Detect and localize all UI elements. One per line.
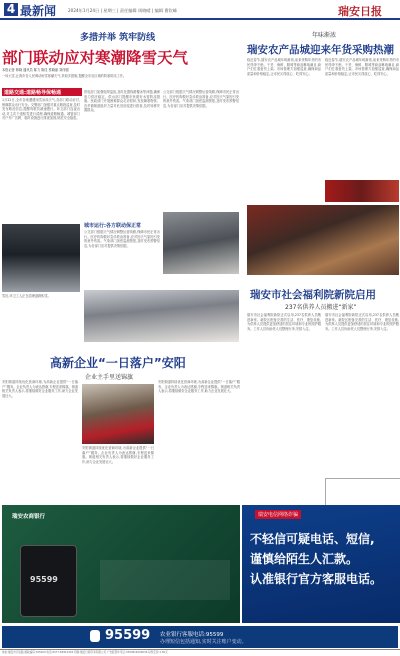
anti-fraud-tag: 瑞安电信网络诈骗: [255, 510, 301, 519]
phone-icon: [90, 630, 100, 642]
article-col-2b: 公交部门根据天气情况调整运营线路,保障市民正常出行。医疗机构做好急诊救治准备,应对因天气原因引发的意外伤害。气象部门加密监测预报,及时发布预警信息,为各部门应对提供决策依据。: [84, 230, 160, 248]
subhead-city: 城市运行:各方联动保正常: [84, 223, 142, 229]
bank-card-number: 95599: [30, 575, 58, 584]
article-col-3: 公交部门根据天气情况调整运营线路,保障市民正常出行。医疗机构做好急诊救治准备,应对因天气原因引发的意外伤害。气象部门加密监测预报,及时发布预警信息,为各部门应对提供决策依据。: [163, 90, 239, 108]
welfare-headline: 瑞安市社会福利院新院启用: [250, 289, 376, 301]
bank-hotline-box: [100, 560, 230, 600]
newspaper-logo: 瑞安日报: [338, 5, 382, 18]
section-title: 最新闻: [20, 4, 57, 18]
article-col-2: 供电部门加强电网巡视,及时处置线路覆冰等问题,确保电力供应稳定。供水部门提醒市民做好水管防冻措施。民政部门开展困难群众走访慰问,发放御寒物资。各乡镇街道组织力量对危旧房屋进行排查,及时转移安置群众。: [84, 90, 160, 113]
photo-caption: 雪后,环卫工人正在清理道路积雪。: [2, 294, 51, 298]
welfare-subhead: 237名供养人员搬进“新家”: [285, 304, 357, 311]
header-divider: [0, 18, 400, 20]
right-kicker: 年味渐浓: [312, 32, 337, 39]
bottom-article-a: 安阳街道持续优化营商环境,为高新企业提供“一日落户”服务。企业负责人为表达感谢,专程送来锦旗。街道相关负责人表示,将继续做好企业服务工作,助力企业发展壮大。: [2, 380, 78, 398]
snow-cleanup-photo: [163, 212, 239, 274]
contact-box: [325, 478, 400, 508]
main-headline: 部门联动应对寒潮降雪天气: [2, 49, 189, 67]
bottom-article-c: 安阳街道持续优化营商环境,为高新企业提供“一日落户”服务。企业负责人为表达感谢,专程送来锦旗。街道相关负责人表示,将继续做好企业服务工作,助力企业发展壮大。: [158, 380, 240, 394]
article-col-1: 1月22日,全市各地遭遇雨雪冰冻天气,各部门联动应对,保障群众出行安全。交警部门加强对重点路段巡查,及时发布路况信息,提醒驾驶员减速慢行。环卫部门连夜出动,对主次干道积雪进行清理,确保道路畅通。城管部门对户外广告牌、临时设施进行排查加固,防范安全隐患。: [2, 98, 80, 121]
right-article-a: 临近春节,瑞安农产品城年味渐浓,前来采购年货的市民络绎不绝。干货、海鲜、腊味等商品琳琅满目,商户们忙着备货上架。市场管理方加强巡查,确保商品质量和价格稳定,让市民买得放心、吃得安心。: [247, 58, 321, 76]
hotline-text: 农业银行客服电话:95599: [160, 632, 224, 638]
bank-logo: 瑞安农商银行: [12, 514, 46, 520]
anti-fraud-line-2: 谨慎给陌生人汇款。: [250, 552, 359, 566]
right-article-b: 临近春节,瑞安农产品城年味渐浓,前来采购年货的市民络绎不绝。干货、海鲜、腊味等商品琳琅满目,商户们忙着备货上架。市场管理方加强巡查,确保商品质量和价格稳定,让市民买得放心、吃得安心。: [325, 58, 399, 76]
issue-meta: 2024年1月24日 | 星期三 | 责任编辑 周晓晴 | 编辑 曹钦峰: [68, 8, 177, 13]
bottom-article-b: 安阳街道持续优化营商环境,为高新企业提供“一日落户”服务。企业负责人为表达感谢,专程送来锦旗。街道相关负责人表示,将继续做好企业服务工作,助力企业发展壮大。: [82, 446, 154, 464]
page-number: 4: [4, 3, 18, 16]
snow-street-photo: [84, 290, 239, 342]
main-lead: 一场大雪,让我市各人民调动雨雪寒潮天气,采取多措施,提醒全市各区域的防寒防冻工作。: [2, 74, 127, 78]
banner-presentation-photo: [82, 384, 154, 444]
market-photo-main: [247, 205, 399, 275]
main-byline: 本报记者 林晓 通讯员 陈力 陈佳 蔡晓丽 刘伟强: [2, 68, 69, 72]
right-top-headline: 瑞安农产品城迎来年货采购热潮: [247, 44, 394, 56]
bottom-headline: 高新企业“一日落户”安阳: [50, 356, 186, 370]
snow-road-photo: [2, 224, 80, 292]
bottom-subhead: 企业主手里送锦旗: [85, 374, 134, 381]
footer-text: 地址:瑞安市万松路 邮政编码:325200 电话:0577-65812345 印刷:瑞安日报印务有限公司 广告经营许可证:3303814000036 每份定价:1.50元: [2, 651, 168, 654]
market-photo-top: [325, 180, 399, 202]
hotline-subtext: 办理短信包括通知,实时关注账户变动。: [160, 639, 247, 645]
main-kicker: 多措并举 筑牢防线: [80, 33, 156, 43]
subhead-traffic-text: 道路交通:道路畅导保畅通: [4, 90, 62, 96]
hotline-number: 95599: [105, 628, 151, 643]
anti-fraud-line-1: 不轻信可疑电话、短信,: [250, 532, 375, 546]
anti-fraud-line-3: 认准银行官方客服电话。: [250, 572, 383, 586]
welfare-article-b: 瑞安市社会福利院新院正式启用,237名供养人员搬进新家。新院区配备完善的生活、医疗、康复设施,为供养人员提供更加舒适的居住环境和专业的照护服务。工作人员协助老人们整理行李,安排入住。: [325, 313, 399, 331]
welfare-article-a: 瑞安市社会福利院新院正式启用,237名供养人员搬进新家。新院区配备完善的生活、医疗、康复设施,为供养人员提供更加舒适的居住环境和专业的照护服务。工作人员协助老人们整理行李,安排入住。: [247, 313, 321, 331]
